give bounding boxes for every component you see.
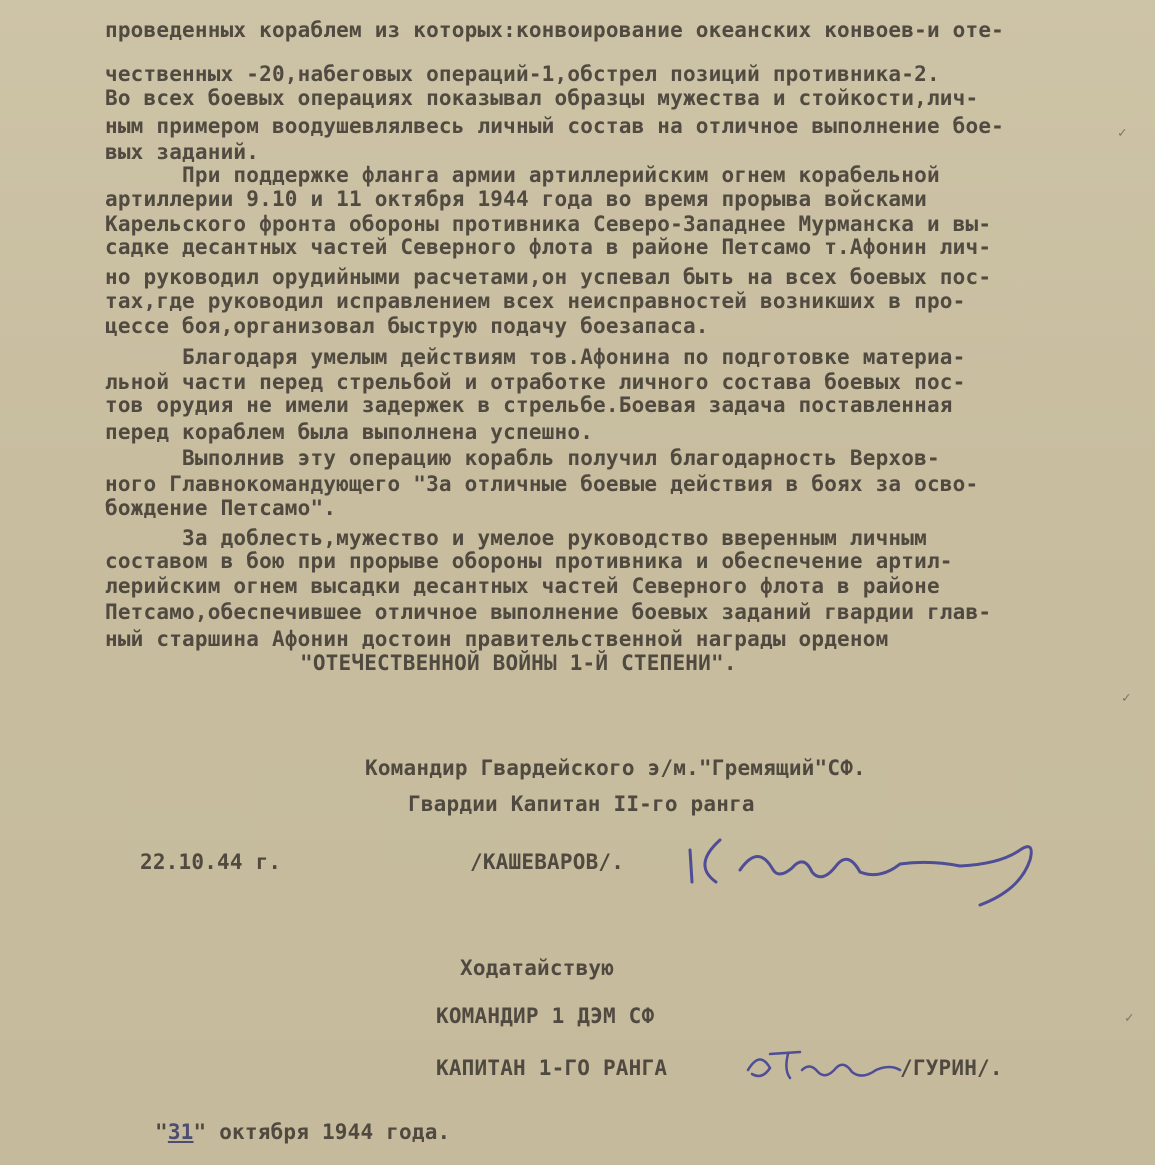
body-line: чественных -20,набеговых операций-1,обстрел позиций противника-2. <box>105 62 940 86</box>
body-line: артиллерии 9.10 и 11 октября 1944 года во время прорыва войсками <box>105 187 927 211</box>
body-line: ный старшина Афонин достоин правительственной награды орденом <box>105 627 889 651</box>
division-commander-name: /ГУРИН/. <box>900 1056 1003 1080</box>
commander-title: Командир Гвардейского э/м."Гремящий"СФ. <box>365 756 866 780</box>
body-line: тов орудия не имели задержек в стрельбе.Боевая задача поставленная <box>105 393 953 417</box>
margin-mark: ✓ <box>1122 690 1131 706</box>
body-line: тах,где руководил исправлением всех неисправностей возникших в про- <box>105 289 966 313</box>
body-line: цессе боя,организовал быструю подачу боезапаса. <box>105 314 709 338</box>
final-date-open-quote: " <box>155 1120 168 1144</box>
division-commander-title: КОМАНДИР 1 ДЭМ СФ <box>436 1004 655 1028</box>
final-date-rest: " октября 1944 года. <box>193 1120 451 1144</box>
final-date <box>155 1120 450 1144</box>
body-line: вых заданий. <box>105 140 260 164</box>
body-line: Во всех боевых операциях показывал образцы мужества и стойкости,лич- <box>105 86 979 110</box>
body-line: За доблесть,мужество и умелое руководство вверенным личным <box>105 526 927 550</box>
document-date: 22.10.44 г. <box>140 850 282 874</box>
petition-label: Ходатайствую <box>460 956 615 980</box>
body-line: льной части перед стрельбой и отработке личного состава боевых пос- <box>105 370 966 394</box>
commander-rank: Гвардии Капитан II-го ранга <box>408 792 755 816</box>
final-date-day: 31 <box>167 1120 194 1144</box>
body-line: Благодаря умелым действиям тов.Афонина по подготовке материа- <box>105 345 966 369</box>
margin-mark: ✓ <box>1118 125 1127 141</box>
body-line: составом в бою при прорыве обороны противника и обеспечение артил- <box>105 549 953 573</box>
commander-name: /КАШЕВАРОВ/. <box>470 850 625 874</box>
body-line: но руководил орудийными расчетами,он успевал быть на всех боевых пос- <box>105 265 992 289</box>
body-line: ным примером воодушевлялвесь личный состав на отличное выполнение бое- <box>105 114 1005 138</box>
body-line: При поддержке фланга армии артиллерийским огнем корабельной <box>105 163 940 187</box>
body-line: ного Главнокомандующего "За отличные боевые действия в боях за осво- <box>105 472 979 496</box>
award-order-name: "ОТЕЧЕСТВЕННОЙ ВОЙНЫ 1-Й СТЕПЕНИ". <box>300 651 737 675</box>
body-line: бождение Петсамо". <box>105 496 337 520</box>
body-line: перед кораблем была выполнена успешно. <box>105 420 594 444</box>
body-line: Карельского фронта обороны противника Северо-Западнее Мурманска и вы- <box>105 212 992 236</box>
body-line: проведенных кораблем из которых:конвоирование океанских конвоев-и оте- <box>105 18 1005 42</box>
body-line: Петсамо,обеспечившее отличное выполнение боевых заданий гвардии глав- <box>105 600 992 624</box>
margin-mark: ✓ <box>1125 1010 1134 1026</box>
body-line: лерийским огнем высадки десантных частей Северного флота в районе <box>105 574 940 598</box>
body-line: Выполнив эту операцию корабль получил благодарность Верхов- <box>105 446 940 470</box>
body-line: садке десантных частей Северного флота в районе Петсамо т.Афонин лич- <box>105 235 992 259</box>
commander-signature <box>680 820 1060 910</box>
division-commander-rank: КАПИТАН 1-ГО РАНГА <box>436 1056 668 1080</box>
division-commander-signature <box>740 1040 910 1090</box>
